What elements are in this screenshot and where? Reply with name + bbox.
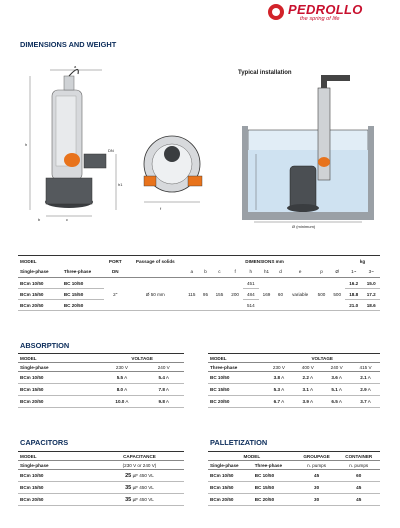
abs-model: BCm 15/50 <box>18 384 100 396</box>
dim-col-p: p <box>314 267 330 278</box>
dim-row-three: BC 10/50 <box>62 278 104 289</box>
dim-col-diameter: Ø <box>329 267 345 278</box>
abs-model: BC 10/50 <box>208 372 264 384</box>
dim-row-three: BC 20/50 <box>62 300 104 311</box>
pal-groupage-header: GROUPAGE <box>296 452 338 461</box>
pal-groupage-value: 30 <box>296 482 338 494</box>
pal-unit: n. pumps <box>296 461 338 470</box>
abs-value: 3.1 <box>302 387 309 392</box>
abs-value: 8.0 <box>116 387 124 392</box>
dim-col-e: e <box>287 267 314 278</box>
abs-unit: A <box>338 375 342 380</box>
abs-unit: A <box>367 399 371 404</box>
abs-unit: A <box>165 387 169 392</box>
abs-three-volt: 240 V <box>322 363 351 372</box>
pal-single: Single-phase <box>208 461 253 470</box>
abs-single-sub: Single-phase <box>18 363 100 372</box>
pal-unit: n. pumps <box>337 461 380 470</box>
cap-model: BCm 20/50 <box>18 494 95 506</box>
cap-capacitance-header: CAPACITANCE <box>95 452 184 461</box>
dim-row-single: BCm 20/50 <box>18 300 62 311</box>
dim-dimensions-header: DIMENSIONS mm <box>184 256 345 267</box>
abs-three-volt: 400 V <box>293 363 322 372</box>
dim-passage-header: Passage of solids <box>127 256 185 267</box>
abs-value: 5.3 <box>273 387 281 392</box>
dim-kg-header: kg <box>345 256 380 267</box>
table-row <box>208 482 380 494</box>
abs-value: 6.7 <box>273 399 281 404</box>
abs-value: 3.9 <box>302 399 309 404</box>
typical-installation-title: Typical installation <box>238 70 292 76</box>
dimensions-table <box>18 255 380 311</box>
abs-unit: A <box>165 375 169 380</box>
dim-h-value: 451 <box>243 278 259 289</box>
abs-unit: A <box>367 387 371 392</box>
abs-unit: A <box>281 375 285 380</box>
dim-kg-3: 3~ <box>362 267 380 278</box>
label-a: a <box>74 64 77 69</box>
pal-three-model: BC 20/50 <box>253 494 296 506</box>
cap-model: BCm 15/50 <box>18 482 95 494</box>
abs-single-volt-2: 240 V <box>144 363 185 372</box>
dim-h-value: 484 <box>243 289 259 300</box>
pal-groupage-value: 45 <box>296 470 338 482</box>
dim-h-value: 514 <box>243 300 259 311</box>
dim-row-three: BC 15/50 <box>62 289 104 300</box>
dim-e-value: variable <box>287 278 314 311</box>
abs-unit: A <box>309 387 314 392</box>
abs-unit: A <box>281 399 285 404</box>
section-palletization: PALLETIZATION <box>210 438 268 447</box>
pump-top-drawing <box>138 130 212 214</box>
cap-unit: µF 450 VL <box>132 484 154 490</box>
dim-p-value: 500 <box>314 278 330 311</box>
dim-row-single: BCm 15/50 <box>18 289 62 300</box>
dim-passage-value: Ø 50 mm <box>127 278 185 311</box>
abs-unit: A <box>309 399 314 404</box>
dim-kg1-value: 16.2 <box>345 278 362 289</box>
abs-value: 10.0 <box>115 399 125 404</box>
label-h1: h1 <box>118 182 123 187</box>
palletization-table <box>208 451 380 506</box>
table-row <box>208 372 380 384</box>
dim-single-phase: Single-phase <box>18 267 62 278</box>
dim-d-value: 60 <box>274 278 286 311</box>
pal-three: Three-phase <box>253 461 296 470</box>
abs-value: 2.1 <box>360 375 367 380</box>
abs-value: 7.8 <box>158 387 165 392</box>
dim-kg3-value: 17.2 <box>362 289 380 300</box>
dim-port-value: 2" <box>104 278 127 311</box>
abs-value: 3.6 <box>331 375 338 380</box>
pal-groupage-value: 30 <box>296 494 338 506</box>
abs-model: BCm 20/50 <box>18 396 100 408</box>
pal-container-value: 45 <box>337 494 380 506</box>
table-row <box>18 372 184 384</box>
pal-three-model: BC 15/50 <box>253 482 296 494</box>
abs-single-volt-1: 230 V <box>100 363 143 372</box>
abs-unit: A <box>338 399 342 404</box>
section-dimensions-weight: DIMENSIONS AND WEIGHT <box>20 40 117 49</box>
dim-diameter-value: 500 <box>329 278 345 311</box>
abs-unit: A <box>124 387 128 392</box>
dim-a-value: 115 <box>184 278 199 311</box>
installation-drawing <box>228 70 388 230</box>
abs-single-voltage-header: VOLTAGE <box>100 354 184 363</box>
dim-row-single: BCm 10/50 <box>18 278 62 289</box>
dim-f-value: 200 <box>227 278 243 311</box>
dim-col-h1: h1 <box>259 267 275 278</box>
pedrollo-logo <box>268 3 386 23</box>
abs-unit: A <box>165 399 169 404</box>
section-capacitors: CAPACITORS <box>20 438 69 447</box>
abs-model: BC 15/50 <box>208 384 264 396</box>
logo-disc-icon <box>268 4 284 20</box>
abs-three-model-header: MODEL <box>208 354 264 363</box>
pal-single-model: BCm 10/50 <box>208 470 253 482</box>
abs-value: 3.8 <box>273 375 281 380</box>
abs-value: 5.1 <box>331 387 338 392</box>
pal-container-value: 60 <box>337 470 380 482</box>
abs-unit: A <box>309 375 314 380</box>
table-row <box>18 396 184 408</box>
cap-unit: µF 450 VL <box>132 496 154 502</box>
pal-container-value: 45 <box>337 482 380 494</box>
abs-value: 9.8 <box>158 399 165 404</box>
table-row <box>18 482 184 494</box>
dim-col-c: c <box>212 267 228 278</box>
pal-model-header: MODEL <box>208 452 296 461</box>
abs-unit: A <box>367 375 371 380</box>
dim-h1-value: 169 <box>259 278 275 311</box>
cap-unit: µF 450 VL <box>132 472 154 478</box>
logo-brand: PEDROLLO <box>288 2 363 17</box>
pump-side-drawing <box>20 62 130 222</box>
pal-container-header: CONTAINER <box>337 452 380 461</box>
table-row <box>208 396 380 408</box>
pal-single-model: BCm 15/50 <box>208 482 253 494</box>
logo-tagline: the spring of life <box>300 16 340 22</box>
table-row <box>208 384 380 396</box>
dim-c-value: 155 <box>212 278 228 311</box>
abs-unit: A <box>281 387 285 392</box>
dim-col-a: a <box>184 267 199 278</box>
cap-value: 25 <box>125 472 132 479</box>
label-c: c <box>66 217 68 222</box>
abs-value: 6.5 <box>331 399 338 404</box>
label-b: b <box>38 217 41 222</box>
abs-unit: A <box>124 375 128 380</box>
cap-value: 35 <box>125 484 132 491</box>
dim-kg3-value: 18.6 <box>362 300 380 311</box>
table-row <box>18 278 380 289</box>
table-row <box>18 470 184 482</box>
dim-col-b: b <box>199 267 211 278</box>
cap-model-header: MODEL <box>18 452 95 461</box>
dim-col-d: d <box>274 267 286 278</box>
label-dn: DN <box>108 148 114 153</box>
pal-three-model: BC 10/50 <box>253 470 296 482</box>
abs-three-volt: 230 V <box>264 363 293 372</box>
abs-unit: A <box>125 399 129 404</box>
table-row <box>18 494 184 506</box>
label-diameter-minimum: Ø (minimum) <box>292 224 316 229</box>
dim-port-header: PORT <box>104 256 127 267</box>
cap-value: 35 <box>125 496 132 503</box>
dim-col-h: h <box>243 267 259 278</box>
dim-kg-1: 1~ <box>345 267 362 278</box>
dim-kg1-value: 18.8 <box>345 289 362 300</box>
cap-sub: Single-phase <box>18 461 95 470</box>
abs-value: 5.5 <box>116 375 124 380</box>
label-h: h <box>25 142 28 147</box>
section-absorption: ABSORPTION <box>20 341 70 350</box>
abs-value: 2.9 <box>360 387 367 392</box>
abs-model: BCm 10/50 <box>18 372 100 384</box>
dim-port-sub: DN <box>104 267 127 278</box>
abs-model: BC 20/50 <box>208 396 264 408</box>
abs-three-volt: 415 V <box>351 363 380 372</box>
abs-value: 3.7 <box>360 399 367 404</box>
capacitors-table <box>18 451 184 506</box>
cap-sub-volts: (230 V or 240 V) <box>95 461 184 470</box>
abs-value: 5.4 <box>158 375 165 380</box>
absorption-three-table <box>208 353 380 408</box>
abs-three-sub: Three-phase <box>208 363 264 372</box>
dim-kg1-value: 21.0 <box>345 300 362 311</box>
dim-b-value: 95 <box>199 278 211 311</box>
abs-three-voltage-header: VOLTAGE <box>264 354 380 363</box>
abs-unit: A <box>338 387 342 392</box>
table-row <box>208 494 380 506</box>
dim-model-header: MODEL <box>18 256 104 267</box>
table-row <box>18 384 184 396</box>
absorption-single-table <box>18 353 184 408</box>
dim-three-phase: Three-phase <box>62 267 104 278</box>
pal-single-model: BCm 20/50 <box>208 494 253 506</box>
abs-single-model-header: MODEL <box>18 354 100 363</box>
abs-value: 2.2 <box>302 375 309 380</box>
table-row <box>208 470 380 482</box>
dim-col-f: f <box>227 267 243 278</box>
cap-model: BCm 10/50 <box>18 470 95 482</box>
dim-kg3-value: 15.0 <box>362 278 380 289</box>
label-f: f <box>160 206 162 211</box>
